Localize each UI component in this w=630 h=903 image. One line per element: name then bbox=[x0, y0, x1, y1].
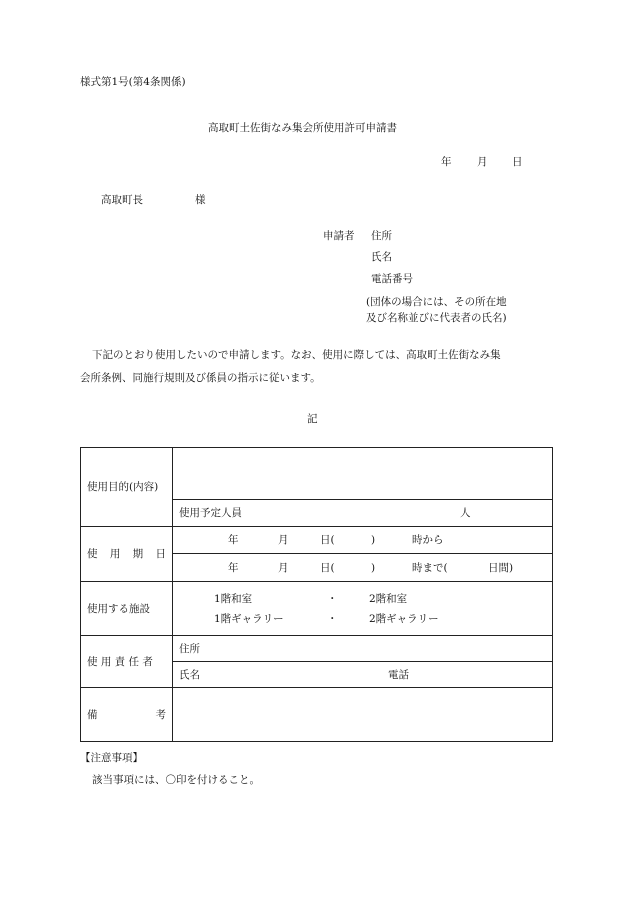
date-month-label: 月 bbox=[477, 156, 488, 168]
responsible-phone-label: 電話 bbox=[388, 668, 409, 681]
applicant-address-label: 住所 bbox=[371, 230, 392, 242]
purpose-label: 使用目的(内容) bbox=[87, 481, 159, 493]
end-close-paren: ) bbox=[371, 561, 376, 574]
applicant-note-line1: (団体の場合には、その所在地 bbox=[366, 296, 507, 308]
end-days-label: 日間) bbox=[488, 561, 514, 574]
application-table bbox=[80, 447, 553, 742]
facility-option-2f-gallery[interactable]: 2階ギャラリー bbox=[369, 612, 439, 625]
start-close-paren: ) bbox=[371, 534, 376, 546]
document-title: 高取町土佐街なみ集会所使用許可申請書 bbox=[208, 122, 397, 134]
end-day-label: 日( bbox=[320, 561, 335, 574]
facility-separator: ・ bbox=[327, 592, 338, 605]
remarks-label-char: 考 bbox=[155, 708, 166, 721]
expected-people-cell[interactable] bbox=[173, 500, 553, 527]
facility-label-cell bbox=[81, 582, 173, 636]
end-hour-label: 時まで( bbox=[412, 561, 448, 574]
applicant-phone-label: 電話番号 bbox=[371, 273, 413, 285]
addressee-name: 高取町長 bbox=[101, 194, 143, 206]
period-label-char: 使 bbox=[87, 548, 98, 560]
end-year-label: 年 bbox=[228, 561, 239, 574]
date-year-label: 年 bbox=[441, 156, 452, 168]
facility-options-cell bbox=[173, 582, 553, 636]
body-text-line2: 会所条例、同施行規則及び係員の指示に従います。 bbox=[80, 372, 321, 384]
period-label-char: 期 bbox=[132, 548, 144, 560]
period-label bbox=[87, 547, 166, 561]
people-unit: 人 bbox=[460, 507, 471, 519]
applicant-note-line2: 及び名称並びに代表者の氏名) bbox=[366, 312, 507, 324]
facility-label: 使用する施設 bbox=[87, 602, 150, 615]
responsible-address-label: 住所 bbox=[179, 642, 200, 655]
notes-text: 該当事項には、〇印を付けること。 bbox=[92, 774, 260, 786]
start-hour-label: 時から bbox=[412, 534, 444, 546]
responsible-name-cell[interactable] bbox=[173, 662, 553, 688]
notes-heading: 【注意事項】 bbox=[80, 752, 143, 764]
responsible-name-label: 氏名 bbox=[179, 668, 200, 681]
remarks-input-cell[interactable] bbox=[173, 688, 553, 742]
body-text-line1: 下記のとおり使用したいので申請します。なお、使用に際しては、高取町土佐街なみ集 bbox=[92, 349, 501, 361]
responsible-label: 使 用 責 任 者 bbox=[87, 655, 153, 668]
remarks-label bbox=[87, 708, 166, 722]
applicant-label: 申請者 bbox=[323, 230, 355, 242]
start-day-label: 日( bbox=[320, 534, 335, 546]
period-label-char: 用 bbox=[109, 548, 121, 560]
addressee-honorific: 様 bbox=[195, 194, 206, 206]
facility-separator: ・ bbox=[327, 612, 338, 625]
remarks-label-cell bbox=[81, 688, 173, 742]
date-day-label: 日 bbox=[512, 156, 523, 168]
start-month-label: 月 bbox=[278, 534, 289, 546]
period-end-cell[interactable] bbox=[173, 554, 553, 582]
form-number: 様式第1号(第4条関係) bbox=[80, 76, 186, 88]
facility-option-1f-gallery[interactable]: 1階ギャラリー bbox=[214, 612, 284, 625]
period-start-cell[interactable] bbox=[173, 527, 553, 554]
period-label-cell bbox=[81, 527, 173, 582]
responsible-address-cell[interactable] bbox=[173, 636, 553, 662]
ki-heading: 記 bbox=[307, 413, 318, 425]
responsible-label-cell bbox=[81, 636, 173, 688]
start-year-label: 年 bbox=[228, 534, 239, 546]
remarks-label-char: 備 bbox=[87, 708, 98, 721]
purpose-label-cell bbox=[81, 448, 173, 527]
facility-option-2f-japanese-room[interactable]: 2階和室 bbox=[369, 592, 408, 605]
applicant-name-label: 氏名 bbox=[371, 251, 392, 263]
end-month-label: 月 bbox=[278, 561, 289, 574]
purpose-input-cell[interactable] bbox=[173, 448, 553, 500]
facility-option-1f-japanese-room[interactable]: 1階和室 bbox=[214, 592, 253, 605]
period-label-char: 日 bbox=[155, 548, 166, 560]
expected-people-label: 使用予定人員 bbox=[179, 507, 242, 519]
